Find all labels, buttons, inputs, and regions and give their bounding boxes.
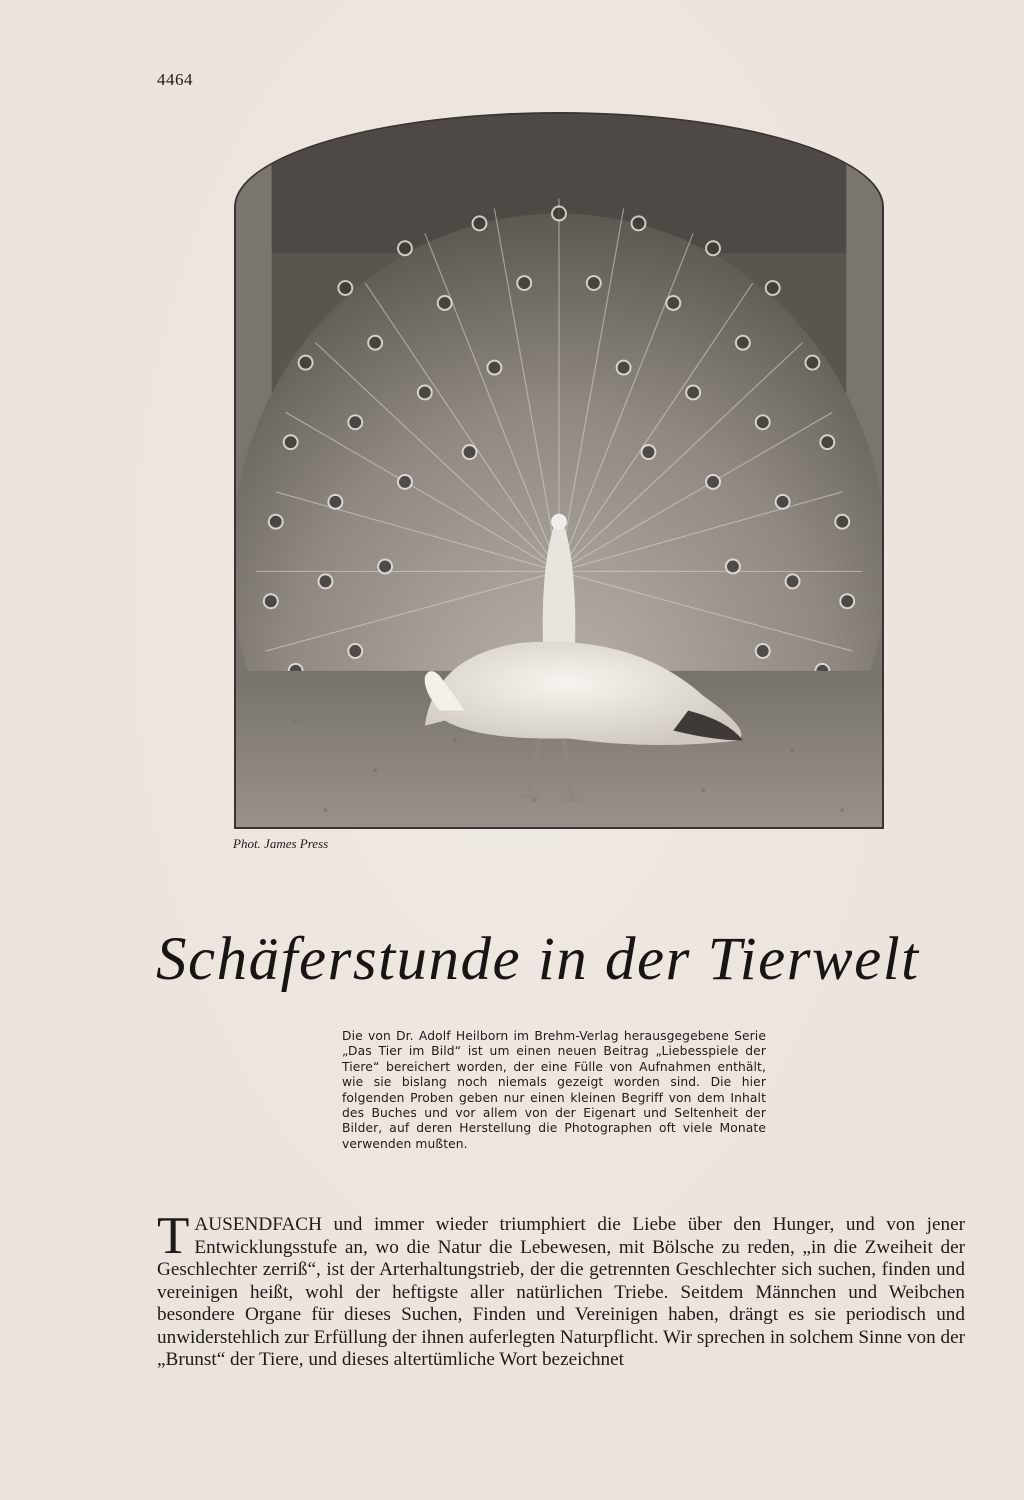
article-body — [157, 1207, 965, 1372]
page-number: 4464 — [157, 70, 193, 89]
peacock-illustration — [236, 114, 882, 827]
photo-caption: Phot. James Press — [233, 836, 329, 851]
body-paragraph: AUSENDFACH und immer wieder triumphiert die Liebe über den Hunger, und von jener Entwicklungsstufe an, wo die Natur die Lebewesen, mit Bölsche zu reden, „in die Zweiheit der Geschlechter zerriß“, ist der Arterhaltungstrieb, der die getrennten Geschlechter sich suchen, finden und vereinigen heißt, wohl der heftigste aller natürlichen Triebe. Seitdem Männchen und Weibchen besondere Organe für dieses Suchen, Finden und Vereinigen haben, drängt es sie periodisch und unwiderstehlich zur Erfüllung der ihnen auferlegten Naturpflicht. Wir sprechen in solchem Sinne von der „Brunst“ der Tiere, und dieses altertümliche Wort bezeichnet — [157, 1214, 965, 1370]
article-intro: Die von Dr. Adolf Heilborn im Brehm-Verlag herausgegebene Serie „Das Tier im Bild“ ist um einen neuen Beitrag „Liebesspiele der Tiere“ bereichert worden, der eine Fülle von Aufnahmen enthält, wie sie bislang noch niemals gezeigt worden sind. Die hier folgenden Proben geben nur einen kleinen Begriff von dem Inhalt des Buches und vor allem von der Eigenart und Seltenheit der Bilder, auf deren Herstellung die Photographen oft viele Monate verwenden mußten. — [342, 1029, 766, 1151]
peacock-photo — [234, 112, 884, 829]
article-title: Schäferstunde in der Tierwelt — [156, 925, 920, 993]
drop-cap: T — [157, 1207, 190, 1265]
